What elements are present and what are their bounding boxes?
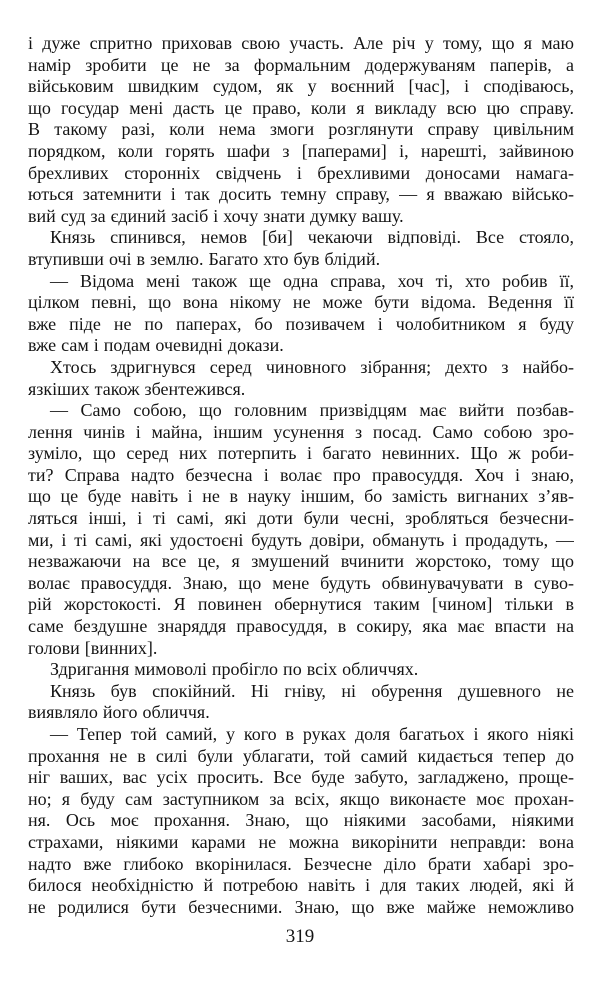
text-line: страхами, ніякими карами не можна викорінити неправди: вона (28, 831, 574, 852)
text-line: зуміло, що серед них потерпить і багато невинних. Що ж роби- (28, 443, 574, 464)
text-line: рій жорстокості. Я повинен обернутися таким [чином] тільки в (28, 594, 574, 615)
text-line: — Відома мені також ще одна справа, хоч ті, хто робив її, (50, 270, 574, 291)
text-line: військовим швидким судом, як у воєнний [час], і сподіваюсь, (28, 76, 574, 97)
text-line: — Тепер той самий, у кого в руках доля багатьох і якого ніякі (50, 724, 574, 744)
paragraph (28, 724, 574, 918)
paragraph (28, 271, 574, 357)
text-line: ти? Справа надто безчесна і волає про правосуддя. Хоч і знаю, (28, 464, 574, 485)
text-line: що государ мені дасть це право, коли я викладу всю цю справу. (28, 97, 574, 118)
paragraph (28, 400, 574, 659)
paragraph (28, 33, 574, 227)
text-line: Князь спинився, немов [би] чекаючи відповіді. Все стояло, (50, 227, 574, 248)
text-line: билося необхідністю й потребою навіть і для таких людей, які й (28, 875, 574, 896)
text-line: ми, і ті самі, які удостоєні будуть довіри, обмануть і продадуть, — (28, 529, 574, 550)
text-line: — Само собою, що головним призвідцям має вийти позбав- (50, 400, 574, 421)
text-line: ніг ваших, вас усіх просить. Все буде забуто, загладжено, проще- (28, 767, 574, 788)
text-line: волає правосуддя. Знаю, що мене будуть обвинувачувати в суво- (28, 572, 574, 593)
paragraph (28, 659, 574, 681)
text-line: цілком певні, що вона нікому не може бути відома. Ведення її (28, 292, 574, 313)
text-line: ляться інші, і ті самі, які доти були чесні, зробляться безчесни- (28, 508, 574, 529)
text-line: вже сам і подам очевидні докази. (28, 335, 284, 356)
text-line: язкіших також збентежився. (28, 378, 246, 399)
text-line: прохання не в силі були ублагати, той самий кидається тепер до (28, 745, 574, 766)
text-line: вий суд за єдиний засіб і хочу знати думку вашу. (28, 205, 404, 226)
text-line: лення чинів і майна, іншим усунення з посад. Само собою зро- (28, 421, 574, 442)
text-line: втупивши очі в землю. Багато хто був блідий. (28, 248, 381, 269)
text-line: голови [винних]. (28, 637, 158, 658)
text-line: Хтось здригнувся серед чиновного зібрання; дехто з найбо- (50, 356, 574, 377)
body-text (28, 33, 574, 918)
text-line: намір зробити це не за формальним додержуваням паперів, а (28, 54, 574, 75)
text-line: не родилися бути безчесними. Знаю, що вже майже неможливо (28, 896, 574, 917)
text-line: В такому разі, коли нема змоги розглянути справу цивільним (28, 119, 574, 140)
text-line: що це буде навіть і не в науку іншим, бо замість вигнаних з’яв- (28, 486, 574, 507)
text-line: виявляло його обличчя. (28, 702, 210, 723)
page-number: 319 (285, 926, 315, 947)
paragraph (28, 681, 574, 724)
paragraph (28, 227, 574, 270)
text-line: і дуже спритно приховав свою участь. Але річ у тому, що я маю (28, 33, 574, 53)
text-line: ня. Ось моє прохання. Знаю, що ніякими засобами, ніякими (28, 810, 574, 831)
text-line: вже піде не по паперах, бо позивачем і чолобитником я буду (28, 313, 574, 334)
text-line: надто вже глибоко вкорінилася. Безчесне діло брати хабарі зро- (28, 853, 574, 874)
text-line: но; я буду сам заступником за всіх, якщо виконаєте моє прохан- (28, 788, 574, 809)
text-line: ються затемнити і так досить темну справу, — я вважаю військо- (28, 184, 574, 205)
text-line: незважаючи на все це, я змушений вчинити жорстоко, тому що (28, 551, 574, 572)
text-line: Здригання мимоволі пробігло по всіх обличчях. (50, 659, 419, 680)
text-line: Князь був спокійний. Ні гніву, ні обурення душевного не (50, 680, 574, 701)
text-line: порядком, коли горять шафи з [паперами] і, нарешті, зайвиною (28, 140, 574, 161)
text-line: саме бездушне знаряддя правосуддя, в сокиру, яка має впасти на (28, 616, 574, 637)
text-line: брехливих сторонніх свідчень і брехливими доносами намага- (28, 162, 574, 183)
paragraph (28, 357, 574, 400)
